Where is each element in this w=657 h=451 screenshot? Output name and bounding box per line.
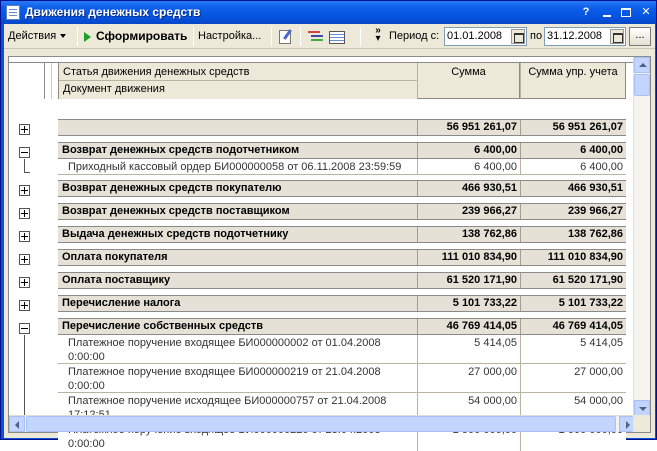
play-icon <box>84 32 91 42</box>
horizontal-scroll-thumb[interactable] <box>26 416 616 432</box>
column-header-document: Документ движения <box>59 81 418 99</box>
report-spreadsheet[interactable] <box>8 56 651 450</box>
expand-toggle-icon[interactable] <box>19 124 30 135</box>
maximize-button[interactable] <box>618 5 634 21</box>
group-name: Перечисление собственных средств <box>62 320 264 332</box>
document-sum: 5 414,05 <box>417 335 520 363</box>
expand-toggle-icon[interactable] <box>19 231 30 242</box>
group-row[interactable] <box>58 272 626 289</box>
group-mgmt-sum: 111 010 834,90 <box>520 250 626 265</box>
report-document-icon <box>6 5 20 20</box>
group-sum: 46 769 414,05 <box>417 319 520 334</box>
group-mgmt-sum: 46 769 414,05 <box>520 319 626 334</box>
group-sum: 466 930,51 <box>417 181 520 196</box>
group-row[interactable] <box>58 203 626 220</box>
period-to-field[interactable] <box>544 27 626 46</box>
expand-toggle-icon[interactable] <box>19 277 30 288</box>
vertical-scrollbar[interactable] <box>633 57 650 416</box>
document-row[interactable] <box>58 335 626 364</box>
table-view-icon[interactable] <box>328 29 344 44</box>
group-name: Оплата покупателя <box>62 251 168 263</box>
column-header-name <box>58 63 417 99</box>
total-mgmt-sum: 56 951 261,07 <box>520 120 626 135</box>
horizontal-scrollbar[interactable] <box>9 415 635 432</box>
group-row[interactable] <box>58 295 626 312</box>
document-mgmt-sum: 27 000,00 <box>520 364 626 392</box>
document-sum: 27 000,00 <box>417 364 520 392</box>
table-header <box>58 63 626 99</box>
group-mgmt-sum: 466 930,51 <box>520 181 626 196</box>
expand-toggle-icon[interactable] <box>19 300 30 311</box>
group-mgmt-sum: 239 966,27 <box>520 204 626 219</box>
group-sum: 6 400,00 <box>417 143 520 158</box>
document-name <box>58 335 417 363</box>
group-mgmt-sum: 138 762,86 <box>520 227 626 242</box>
group-mgmt-sum: 61 520 171,90 <box>520 273 626 288</box>
document-sum: 54 000,00 <box>417 393 520 421</box>
calendar-icon[interactable] <box>610 29 624 44</box>
column-header-sum: Сумма <box>417 63 520 99</box>
collapse-toggle-icon[interactable] <box>19 323 30 334</box>
toolbar <box>4 24 655 49</box>
minimize-button[interactable] <box>599 5 615 21</box>
toolbar-separator <box>77 27 78 46</box>
toolbar-separator <box>360 27 361 46</box>
group-name: Перечисление налога <box>62 297 181 309</box>
period-to-value: 31.12.2008 <box>547 30 603 42</box>
actions-menu-button[interactable] <box>8 28 66 45</box>
document-name-line1: Платежное поручение исходящее БИ000000757 от 21.04.2008 <box>68 395 387 407</box>
vertical-scroll-thumb[interactable] <box>634 74 650 96</box>
scroll-down-icon[interactable] <box>634 400 650 416</box>
grouping-divider <box>51 63 52 99</box>
scroll-left-icon[interactable] <box>9 416 25 432</box>
period-from-field[interactable] <box>444 27 527 46</box>
minimize-icon <box>603 15 611 17</box>
scroll-up-icon[interactable] <box>634 57 650 73</box>
group-row[interactable] <box>58 249 626 266</box>
document-mgmt-sum: 54 000,00 <box>520 393 626 421</box>
document-row[interactable] <box>58 364 626 393</box>
document-name-line2: 0:00:00 <box>68 438 105 450</box>
actions-label: Действия <box>8 30 57 42</box>
document-name-line2: 0:00:00 <box>68 380 105 392</box>
group-row[interactable] <box>58 180 626 197</box>
group-name: Оплата поставщику <box>62 274 171 286</box>
document-name <box>58 364 417 392</box>
generate-button[interactable] <box>84 28 187 45</box>
total-sum: 56 951 261,07 <box>417 120 520 135</box>
grouping-icon[interactable] <box>307 29 323 44</box>
total-label <box>58 120 417 135</box>
group-mgmt-sum: 6 400,00 <box>520 143 626 158</box>
column-header-article: Статья движения денежных средств <box>59 63 418 81</box>
group-row[interactable] <box>58 142 626 159</box>
group-sum: 239 966,27 <box>417 204 520 219</box>
generate-label: Сформировать <box>96 29 188 43</box>
document-mgmt-sum: 6 400,00 <box>520 159 626 174</box>
window-client-area <box>4 24 655 450</box>
group-mgmt-sum: 5 101 733,22 <box>520 296 626 311</box>
group-name: Возврат денежных средств подотчетником <box>62 144 300 156</box>
toolbar-overflow-icon[interactable]: » ▾ <box>375 25 381 44</box>
close-button[interactable]: ✕ <box>641 6 651 18</box>
expand-toggle-icon[interactable] <box>19 254 30 265</box>
document-mgmt-sum: 5 414,05 <box>520 335 626 363</box>
chevron-down-icon <box>60 34 66 38</box>
document-name: Приходный кассовый ордер БИ000000058 от 06.11.2008 23:59:59 <box>68 161 402 173</box>
period-label: Период с: <box>389 30 440 42</box>
total-row[interactable] <box>58 119 626 136</box>
group-name: Выдача денежных средств подотчетнику <box>62 228 289 240</box>
title-bar[interactable] <box>1 1 656 24</box>
expand-toggle-icon[interactable] <box>19 185 30 196</box>
maximize-icon <box>621 8 631 17</box>
period-to-label: по <box>530 30 543 42</box>
calendar-icon[interactable] <box>511 29 525 44</box>
document-name-line1: Платежное поручение входящее БИ000000219 от 21.04.2008 <box>68 366 381 378</box>
toolbar-separator <box>193 27 194 46</box>
grouping-divider <box>44 63 45 99</box>
toolbar-separator <box>300 27 301 46</box>
settings-button[interactable]: Настройка... <box>198 30 262 42</box>
group-name: Возврат денежных средств покупателю <box>62 182 282 194</box>
period-from-value: 01.01.2008 <box>447 30 503 42</box>
column-header-mgmt-sum: Сумма упр. учета <box>520 63 626 99</box>
document-sum: 6 400,00 <box>417 159 520 174</box>
window-title: Движения денежных средств <box>25 5 201 19</box>
toolbar-separator <box>271 27 272 46</box>
document-row[interactable] <box>58 159 626 175</box>
period-select-button[interactable]: ... <box>629 27 651 46</box>
help-button[interactable]: ? <box>582 6 590 18</box>
group-sum: 111 010 834,90 <box>417 250 520 265</box>
group-sum: 5 101 733,22 <box>417 296 520 311</box>
collapse-toggle-icon[interactable] <box>19 147 30 158</box>
group-sum: 138 762,86 <box>417 227 520 242</box>
group-sum: 61 520 171,90 <box>417 273 520 288</box>
document-name-line2: 0:00:00 <box>68 351 105 363</box>
edit-report-icon[interactable] <box>278 29 294 44</box>
expand-toggle-icon[interactable] <box>19 208 30 219</box>
document-name-line1: Платежное поручение входящее БИ000000002 от 01.04.2008 <box>68 337 381 349</box>
tree-connector <box>24 335 25 416</box>
group-row[interactable] <box>58 226 626 243</box>
tree-connector <box>24 172 30 173</box>
group-name: Возврат денежных средств поставщиком <box>62 205 290 217</box>
scrollbar-corner <box>633 415 650 432</box>
group-row[interactable] <box>58 318 626 335</box>
tree-connector <box>24 159 25 172</box>
